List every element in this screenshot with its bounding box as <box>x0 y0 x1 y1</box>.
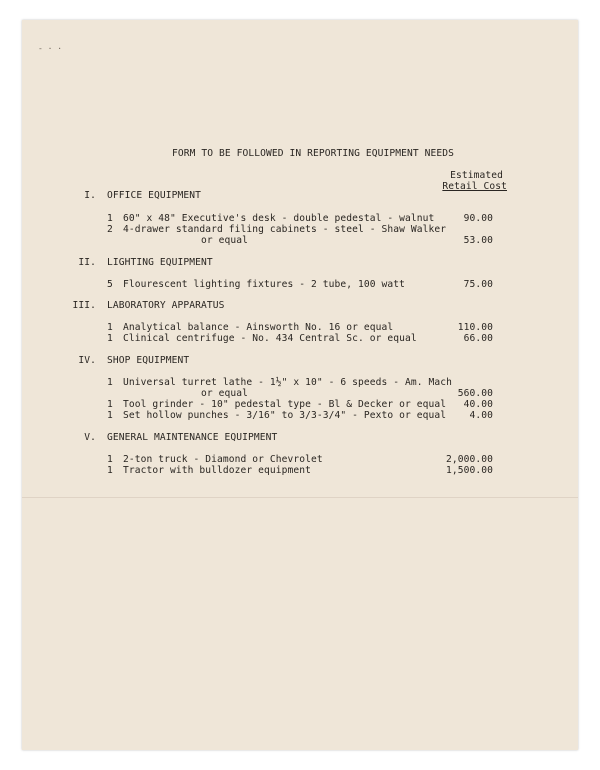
section-numeral: III. <box>72 300 96 311</box>
item-qty: 1 <box>107 333 113 344</box>
item-desc: 60" x 48" Executive's desk - double pedestal - walnut <box>123 213 435 224</box>
item-cost: 40.00 <box>463 399 493 410</box>
item-cost: 66.00 <box>463 333 493 344</box>
section-title: LABORATORY APPARATUS <box>107 300 225 311</box>
item-desc: Universal turret lathe - 1½" x 10" - 6 speeds - Am. Mach <box>123 377 453 388</box>
section-title: SHOP EQUIPMENT <box>107 355 190 366</box>
section-numeral: V. <box>84 432 96 443</box>
item-qty: 1 <box>107 213 113 224</box>
cost-header-line1: Estimated <box>450 170 503 181</box>
cost-header-line2: Retail Cost <box>442 181 507 192</box>
item-desc-continued: or equal <box>201 235 249 246</box>
item-desc-continued: or equal <box>201 388 249 399</box>
item-qty: 1 <box>107 410 113 421</box>
section-numeral: IV. <box>78 355 96 366</box>
section-title: GENERAL MAINTENANCE EQUIPMENT <box>107 432 278 443</box>
item-desc: Tractor with bulldozer equipment <box>123 465 312 476</box>
item-qty: 1 <box>107 399 113 410</box>
item-desc: Set hollow punches - 3/16" to 3/3-3/4" - Pexto or equal <box>123 410 447 421</box>
fold-line <box>22 497 578 498</box>
item-desc: Flourescent lighting fixtures - 2 tube, 100 watt <box>123 279 406 290</box>
section-numeral: II. <box>78 257 96 268</box>
ink-specks: - · · <box>38 44 63 53</box>
item-qty: 1 <box>107 465 113 476</box>
item-qty: 5 <box>107 279 113 290</box>
item-cost: 560.00 <box>457 388 493 399</box>
section-title: OFFICE EQUIPMENT <box>107 190 202 201</box>
section-title: LIGHTING EQUIPMENT <box>107 257 213 268</box>
item-desc: Analytical balance - Ainsworth No. 16 or equal <box>123 322 394 333</box>
item-cost: 90.00 <box>463 213 493 224</box>
item-cost: 75.00 <box>463 279 493 290</box>
item-qty: 2 <box>107 224 113 235</box>
item-desc: 2-ton truck - Diamond or Chevrolet <box>123 454 323 465</box>
form-title: FORM TO BE FOLLOWED IN REPORTING EQUIPMENT NEEDS <box>172 148 455 159</box>
item-desc: Tool grinder - 10" pedestal type - Bl & Decker or equal <box>123 399 447 410</box>
item-qty: 1 <box>107 454 113 465</box>
item-desc: 4-drawer standard filing cabinets - steel - Shaw Walker <box>123 224 447 235</box>
item-qty: 1 <box>107 377 113 388</box>
item-cost: 2,000.00 <box>445 454 493 465</box>
item-cost: 110.00 <box>457 322 493 333</box>
item-cost: 4.00 <box>469 410 493 421</box>
section-numeral: I. <box>84 190 96 201</box>
item-desc: Clinical centrifuge - No. 434 Central Sc. or equal <box>123 333 417 344</box>
item-cost: 53.00 <box>463 235 493 246</box>
item-cost: 1,500.00 <box>445 465 493 476</box>
item-qty: 1 <box>107 322 113 333</box>
